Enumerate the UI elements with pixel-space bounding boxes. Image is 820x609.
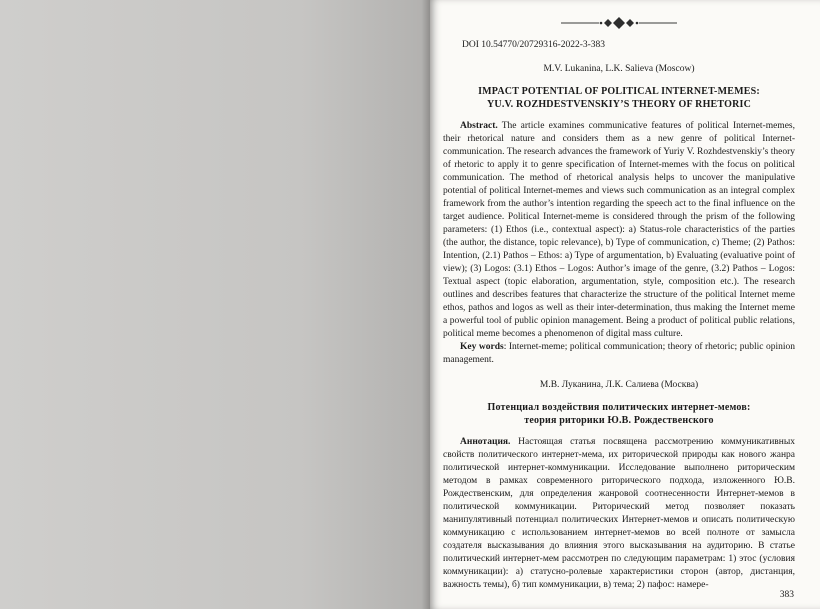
title-en-line1: IMPACT POTENTIAL OF POLITICAL INTERNET-MEMES: <box>478 86 760 97</box>
authors-en: M.V. Lukanina, L.K. Salieva (Moscow) <box>543 64 695 74</box>
abstract-en-paragraph <box>443 120 795 341</box>
keywords-label: Key words <box>460 342 504 352</box>
title-ru <box>443 401 795 427</box>
title-en-line2: YU.V. ROZHDESTVENSKIY’S THEORY OF RHETORIC <box>486 99 752 110</box>
annotation-ru-paragraph <box>443 436 795 592</box>
fleuron-divider-icon <box>443 16 795 30</box>
abstract-text: The article examines communicative features of political Internet-memes, their rhetorical nature and considers them as a new genre of political Internet-communication. The research advances the framework of Yuriy V. Rozhdestvenskiy’s theory of rhetoric to apply it to genre specification of Internet-memes with the focus on political communication. The method of rhetorical analysis helps to uncover the manipulative potential of political Internet-memes and views such communication as an integral complex framework from the author’s intention regarding the speech act to the final influence on the target audience. Political Internet-meme is considered through the prism of the following parameters: (1) Ethos (i.e., contextual aspect): a) Status-role characteristics of the parties (the author, the distance, topic relevance), b) Type of communication, c) Theme; (2) Pathos: Intention, (2.1) Pathos – Ethos: a) Type of argumentation, b) Evaluating (evaluative point of view); (3) Logos: (3.1) Ethos – Logos: Author’s image of the genre, (3.2) Pathos – Logos: Textual aspect (topic elaboration, argumentation, style, composition etc.). The research outlines and describes features that characterize the structure of the political Internet meme ethos, pathos and logos as well as their inter-determination, thus making the Internet meme a powerful tool of public opinion management. Being a product of political public relations, political meme becomes a phenomenon of digital mass culture. <box>443 121 795 339</box>
authors-ru: М.В. Луканина, Л.К. Салиева (Москва) <box>539 380 699 390</box>
annotation-text: Настоящая статья посвящена рассмотрению коммуникативных свойств политического интернет-мема, их риторической природы как нового жанра политической интернет-коммуникации. Исследование выполнено риторическим методом в рамках современного риторического подхода, изложенного Ю.В. Рождественским, для определения жанровой соотнесенности Интернет-мемов в политической коммуникации. Риторический метод позволяет показать манипулятивный потенциал политических Интернет-мемов и описать политическую коммуникацию с использованием интернет-мемов во всей полноте от замысла создателя высказывания до влияния этого высказывания на аудиторию. В статье политический интернет-мем рассмотрен по следующим параметрам: 1) этос (условия коммуникации): а) статусно-ролевые характеристики сторон (автор, дистанция, важность темы), б) тип коммуникации, в) тема; 2) пафос: намере- <box>443 437 795 590</box>
fleuron-divider-svg <box>559 16 679 30</box>
title-en <box>443 85 795 111</box>
abstract-label: Abstract. <box>460 121 498 131</box>
title-ru-line1: Потенциал воздействия политических интернет-мемов: <box>487 402 751 413</box>
annotation-label: Аннотация. <box>460 437 511 447</box>
keywords-en-paragraph <box>443 341 795 367</box>
page-number: 383 <box>776 590 794 600</box>
journal-page <box>430 0 820 609</box>
doi-text: DOI 10.54770/20729316-2022-3-383 <box>462 40 606 50</box>
keywords-text: : Internet-meme; political communication; theory of rhetoric; public opinion management. <box>443 342 795 365</box>
title-ru-line2: теория риторики Ю.В. Рождественского <box>524 415 714 426</box>
